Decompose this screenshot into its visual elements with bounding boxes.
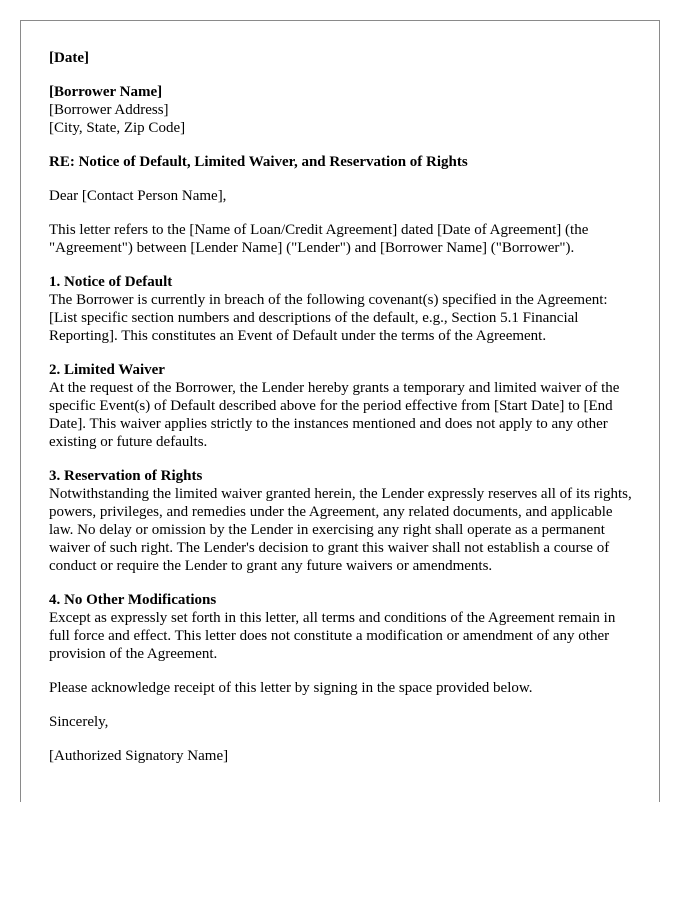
letter-salutation: Dear [Contact Person Name], (49, 188, 227, 204)
section-body: Notwithstanding the limited waiver granted herein, the Lender expressly reserves all of its rights, powers, privileges, and remedies under the Agreement, any related documents, and applicable law. No delay or omission by the Lender in exercising any right shall operate as a permanent waiver of such right. The Lender's decision to grant this waiver shall not establish a course of conduct or require the Lender to grant any future waivers or amendments. (49, 486, 632, 574)
section-heading: 1. Notice of Default (49, 274, 173, 290)
section-body: The Borrower is currently in breach of the following covenant(s) specified in the Agreement: [List specific section numbers and descriptions of the default, e.g., Section 5.1 Financial Reporting]. This constitutes an Event of Default under the terms of the Agreement. (49, 292, 608, 344)
letter-page (20, 20, 660, 802)
section-heading: 4. No Other Modifications (49, 592, 217, 608)
letter-closing: Sincerely, (49, 714, 109, 730)
acknowledgement-request: Please acknowledge receipt of this letter by signing in the space provided below. (49, 680, 533, 696)
recipient-address: [Borrower Address] (49, 102, 169, 118)
letter-date: [Date] (49, 50, 89, 66)
section-reservation-of-rights (49, 467, 639, 575)
section-body: At the request of the Borrower, the Lender hereby grants a temporary and limited waiver of the specific Event(s) of Default described above for the period effective from [Start Date] to [End Date]. This waiver applies strictly to the instances mentioned and does not apply to any other existing or future defaults. (49, 380, 620, 450)
section-heading: 2. Limited Waiver (49, 362, 165, 378)
letter-content (49, 49, 639, 781)
section-heading: 3. Reservation of Rights (49, 468, 203, 484)
section-body: Except as expressly set forth in this letter, all terms and conditions of the Agreement remain in full force and effect. This letter does not constitute a modification or amendment of any other provision of the Agreement. (49, 610, 616, 662)
letter-intro: This letter refers to the [Name of Loan/Credit Agreement] dated [Date of Agreement] (the "Agreement") between [Lender Name] ("Lender") and [Borrower Name] ("Borrower"). (49, 222, 589, 256)
recipient-block (49, 83, 639, 137)
recipient-city-state-zip: [City, State, Zip Code] (49, 120, 186, 136)
section-no-other-modifications (49, 591, 639, 663)
signatory-name: [Authorized Signatory Name] (49, 748, 229, 764)
section-limited-waiver (49, 361, 639, 451)
section-notice-of-default (49, 273, 639, 345)
letter-subject: RE: Notice of Default, Limited Waiver, and Reservation of Rights (49, 154, 468, 170)
recipient-name: [Borrower Name] (49, 84, 163, 100)
